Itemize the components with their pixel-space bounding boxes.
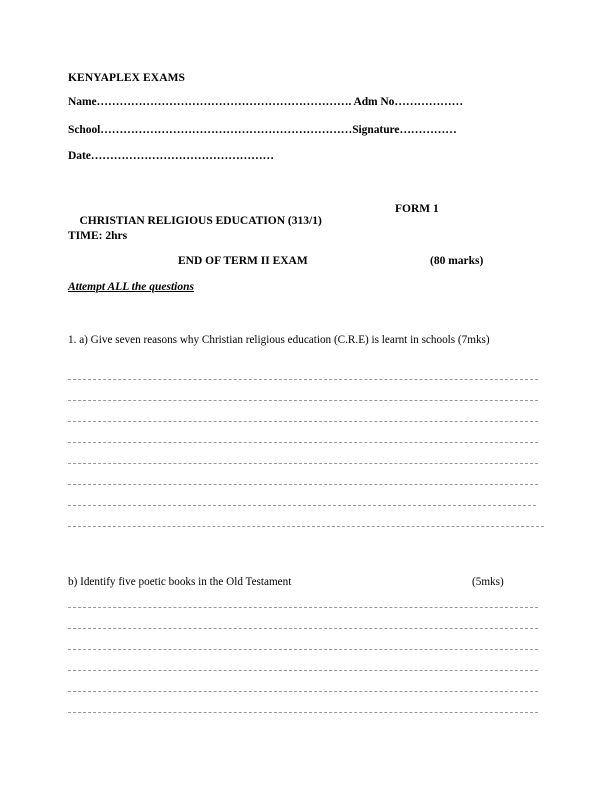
answer-line[interactable] xyxy=(68,691,538,692)
instruction-text: Attempt ALL the questions xyxy=(68,281,194,293)
date-field[interactable]: Date………………………………………… xyxy=(68,150,274,162)
answer-line[interactable] xyxy=(68,379,538,380)
question-1b-text: b) Identify five poetic books in the Old Testament xyxy=(68,576,292,588)
answer-line[interactable] xyxy=(68,400,538,401)
answer-line[interactable] xyxy=(68,526,544,527)
answer-line[interactable] xyxy=(68,505,536,506)
answer-line[interactable] xyxy=(68,649,538,650)
question-1b-row xyxy=(68,574,538,590)
answer-line[interactable] xyxy=(68,484,538,485)
exam-duration: TIME: 2hrs xyxy=(68,230,128,242)
answer-line[interactable] xyxy=(68,628,538,629)
answer-line[interactable] xyxy=(68,463,538,464)
school-field[interactable]: School…………………………………………………………Signature…………… xyxy=(68,124,457,136)
page-title: KENYAPLEX EXAMS xyxy=(68,72,186,84)
subject-code: CHRISTIAN RELIGIOUS EDUCATION (313/1) xyxy=(79,215,322,227)
answer-line[interactable] xyxy=(68,421,538,422)
exam-title: END OF TERM II EXAM xyxy=(178,255,308,267)
name-field[interactable]: Name…………………………………………………………. Adm No……………… xyxy=(68,96,464,108)
answer-line[interactable] xyxy=(68,607,538,608)
answer-line[interactable] xyxy=(68,442,538,443)
question-1b-marks: (5mks) xyxy=(472,576,504,588)
question-1a-text: 1. a) Give seven reasons why Christian religious education (C.R.E) is learnt in schools (7mks) xyxy=(68,334,490,346)
total-marks: (80 marks) xyxy=(430,255,484,267)
form-level: FORM 1 xyxy=(395,203,439,215)
answer-line[interactable] xyxy=(68,712,538,713)
answer-line[interactable] xyxy=(68,670,538,671)
subject-row xyxy=(68,203,544,251)
